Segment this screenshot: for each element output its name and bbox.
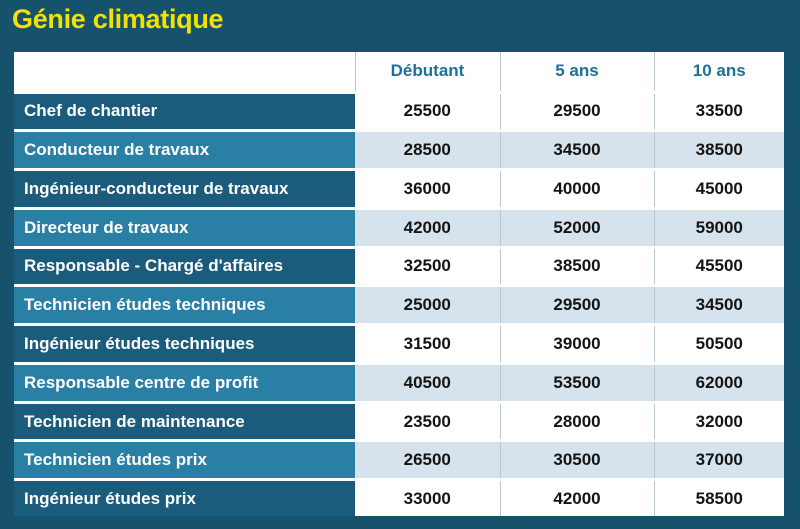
value-debutant: 23500 bbox=[355, 402, 500, 441]
value-debutant: 25000 bbox=[355, 286, 500, 325]
row-label: Responsable - Chargé d'affaires bbox=[14, 247, 355, 286]
value-10-ans: 34500 bbox=[654, 286, 784, 325]
row-label: Chef de chantier bbox=[14, 92, 355, 131]
header-5-ans: 5 ans bbox=[500, 52, 654, 92]
value-10-ans: 45500 bbox=[654, 247, 784, 286]
row-label: Ingénieur études techniques bbox=[14, 325, 355, 364]
table-row bbox=[14, 208, 784, 247]
row-label: Ingénieur études prix bbox=[14, 480, 355, 516]
value-10-ans: 32000 bbox=[654, 402, 784, 441]
table-row bbox=[14, 247, 784, 286]
table-row bbox=[14, 170, 784, 209]
value-debutant: 36000 bbox=[355, 170, 500, 209]
value-debutant: 31500 bbox=[355, 325, 500, 364]
table-header-row bbox=[14, 52, 784, 92]
value-10-ans: 45000 bbox=[654, 170, 784, 209]
value-5-ans: 40000 bbox=[500, 170, 654, 209]
table-row bbox=[14, 131, 784, 170]
header-debutant: Débutant bbox=[355, 52, 500, 92]
value-5-ans: 34500 bbox=[500, 131, 654, 170]
value-debutant: 25500 bbox=[355, 92, 500, 131]
value-5-ans: 39000 bbox=[500, 325, 654, 364]
value-10-ans: 59000 bbox=[654, 208, 784, 247]
value-debutant: 28500 bbox=[355, 131, 500, 170]
value-debutant: 26500 bbox=[355, 441, 500, 480]
value-10-ans: 37000 bbox=[654, 441, 784, 480]
value-10-ans: 58500 bbox=[654, 480, 784, 516]
value-10-ans: 62000 bbox=[654, 363, 784, 402]
row-label: Technicien de maintenance bbox=[14, 402, 355, 441]
value-5-ans: 42000 bbox=[500, 480, 654, 516]
value-debutant: 33000 bbox=[355, 480, 500, 516]
table-row bbox=[14, 402, 784, 441]
value-5-ans: 53500 bbox=[500, 363, 654, 402]
value-debutant: 32500 bbox=[355, 247, 500, 286]
table-row bbox=[14, 92, 784, 131]
value-10-ans: 33500 bbox=[654, 92, 784, 131]
row-label: Directeur de travaux bbox=[14, 208, 355, 247]
value-10-ans: 38500 bbox=[654, 131, 784, 170]
row-label: Ingénieur-conducteur de travaux bbox=[14, 170, 355, 209]
value-debutant: 40500 bbox=[355, 363, 500, 402]
header-10-ans: 10 ans bbox=[654, 52, 784, 92]
value-10-ans: 50500 bbox=[654, 325, 784, 364]
row-label: Conducteur de travaux bbox=[14, 131, 355, 170]
value-5-ans: 38500 bbox=[500, 247, 654, 286]
value-5-ans: 29500 bbox=[500, 92, 654, 131]
header-empty-cell bbox=[14, 52, 355, 92]
row-label: Responsable centre de profit bbox=[14, 363, 355, 402]
value-5-ans: 30500 bbox=[500, 441, 654, 480]
salary-table bbox=[14, 52, 784, 516]
row-label: Technicien études prix bbox=[14, 441, 355, 480]
table-row bbox=[14, 441, 784, 480]
table-row bbox=[14, 363, 784, 402]
value-5-ans: 29500 bbox=[500, 286, 654, 325]
value-debutant: 42000 bbox=[355, 208, 500, 247]
salary-table-panel bbox=[14, 52, 784, 516]
table-row bbox=[14, 286, 784, 325]
value-5-ans: 28000 bbox=[500, 402, 654, 441]
page-title: Génie climatique bbox=[12, 4, 224, 34]
table-row bbox=[14, 325, 784, 364]
row-label: Technicien études techniques bbox=[14, 286, 355, 325]
table-row bbox=[14, 480, 784, 516]
value-5-ans: 52000 bbox=[500, 208, 654, 247]
